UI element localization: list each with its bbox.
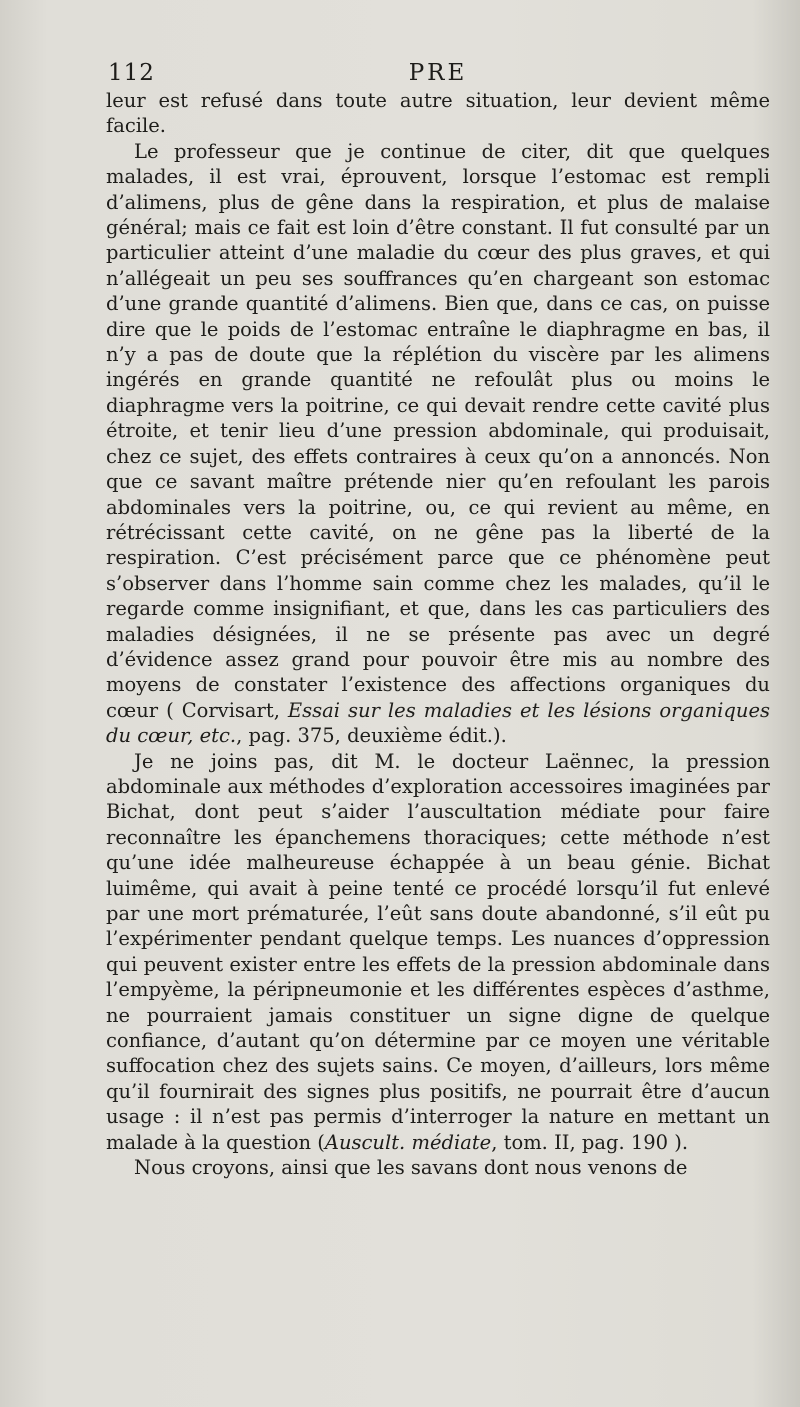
paragraph-4 xyxy=(106,1155,770,1180)
citation-title: Essai sur les maladies et les lésions organiques du cœur, etc. xyxy=(106,698,770,748)
text-segment: , pag. 375, deuxième édit.). xyxy=(236,724,507,748)
text-segment: Le professeur que je continue de citer, dit que quelques malades, il est vrai, éprouvent, lorsque l’estomac est rempli d’alimens, plus de gêne dans la respiration, et plus de malaise général; mais ce fait est loin d’être constant. Il fut consulté par un particulier atteint d’une maladie du cœur des plus graves, et qui n’allégeait un peu ses souffrances qu’en chargeant son estomac d’une grande quantité d’alimens. Bien que, dans ce cas, on puisse dire que le poids de l’estomac entraîne le diaphragme en bas, il n’y a pas de doute que la réplétion du viscère par les alimens ingérés en grande quantité ne refoulât plus ou moins le diaphragme vers la poitrine, ce qui devait rendre cette cavité plus étroite, et tenir lieu d’une pression abdominale, qui produisait, chez ce sujet, des effets contraires à ceux qu’on a annoncés. Non que ce savant maître prétende nier qu’en refoulant les parois abdominales vers la poitrine, ou, ce qui revient au même, en rétrécissant cette cavité, on ne gêne pas la liberté de la respiration. C’est précisément parce que ce phénomène peut s’observer dans l’homme sain comme chez les malades, qu’il le regarde comme insignifiant, et que, dans les cas particuliers des maladies désignées, il ne se présente pas avec un degré d’évidence assez grand pour pouvoir être mis au nombre des moyens de constater l’existence des affections organiques du cœur ( Corvisart, xyxy=(106,139,770,722)
paragraph-3 xyxy=(106,749,770,1156)
text-segment: Nous croyons, ainsi que les savans dont nous venons de xyxy=(134,1156,688,1180)
citation-title: Auscult. médiate xyxy=(324,1130,492,1154)
running-head: PRE xyxy=(408,60,468,86)
text-segment: , tom. II, pag. 190 ). xyxy=(491,1130,689,1154)
text-segment: Je ne joins pas, dit M. le docteur Laënnec, la pression abdominale aux méthodes d’exploration accessoires imaginées par Bichat, dont peut s’aider l’auscultation médiate pour faire reconnaître les épanchemens thoraciques; cette méthode n’est qu’une idée malheureuse échappée à un beau génie. Bichat luimême, qui avait à peine tenté ce procédé lorsqu’il fut enlevé par une mort prématurée, l’eût sans doute abandonné, s’il eût pu l’expérimenter pendant quelque temps. Les nuances d’oppression qui peuvent exister entre les effets de la pression abdominale dans l’empyème, la péripneumonie et les différentes espèces d’asthme, ne pourraient jamais constituer un signe digne de quelque confiance, d’autant qu’on détermine par ce moyen une véritable suffocation chez des sujets sains. Ce moyen, d’ailleurs, lors même qu’il fournirait des signes plus positifs, ne pourrait être d’aucun usage : il n’est pas permis d’interroger la nature en mettant un malade à la question ( xyxy=(106,749,770,1154)
text-segment: leur est refusé dans toute autre situation, leur devient même facile. xyxy=(106,89,770,138)
paragraph-2 xyxy=(106,139,770,749)
page-header xyxy=(108,60,768,86)
page-number: 112 xyxy=(108,60,155,86)
body-text xyxy=(106,88,770,1180)
paragraph-1 xyxy=(106,88,770,139)
